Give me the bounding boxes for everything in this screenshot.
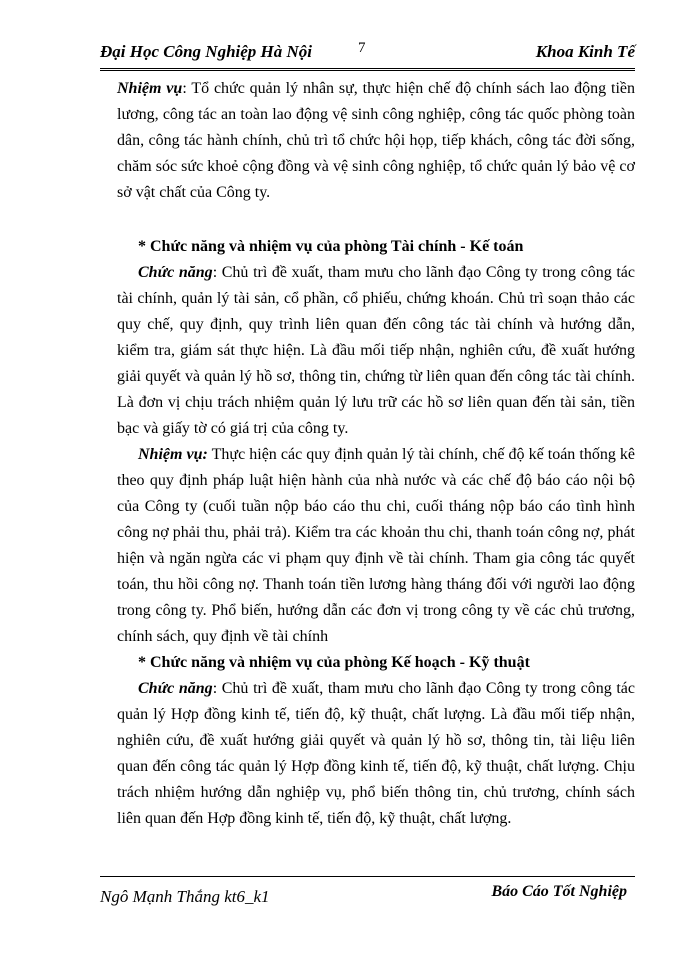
page-header [100,40,635,71]
paragraph-lead: Chức năng [138,680,213,697]
footer-author: Ngô Mạnh Thắng kt6_k1 [100,887,270,906]
finance-function-paragraph [117,260,635,442]
paragraph-text: : Chủ trì đề xuất, tham mưu cho lãnh đạo Công ty trong công tác tài chính, quản lý tài sản, cổ phần, cổ phiếu, chứng khoán. Chủ trì soạn thảo các quy chế, quy định, quy trình liên quan đến công tác tài chính và hướng dẫn, kiểm tra, giám sát thực hiện. Là đầu mối tiếp nhận, nghiên cứu, đề xuất hướng giải quyết và quản lý hồ sơ, thông tin, chứng từ liên quan đến công tác tài chính. Là đơn vị chịu trách nhiệm quản lý lưu trữ các hồ sơ liên quan đến tài sản, tiền bạc và giấy tờ có giá trị của công ty. [117,264,635,437]
section-heading-finance: * Chức năng và nhiệm vụ của phòng Tài chính - Kế toán [138,238,524,255]
section-heading-planning: * Chức năng và nhiệm vụ của phòng Kế hoạch - Kỹ thuật [138,654,530,671]
paragraph-lead: Chức năng [138,264,213,281]
paragraph-lead: Nhiệm vụ: [138,446,208,463]
page-number: 7 [358,40,366,56]
header-faculty: Khoa Kinh Tế [535,42,635,61]
paragraph-text: Thực hiện các quy định quản lý tài chính, chế độ kế toán thống kê theo quy định pháp luật hiện hành của nhà nước và các chế độ báo cáo nội bộ của Công ty (cuối tuần nộp báo cáo thu chi, cuối tháng nộp báo cáo tình hình công nợ phải thu, phải trả). Kiểm tra các khoản thu chi, thanh toán công nợ, phát hiện và ngăn ngừa các vi phạm quy định về tài chính. Tham gia công tác quyết toán, thu hồi công nợ. Thanh toán tiền lương hàng tháng đối với người lao động trong công ty. Phổ biến, hướng dẫn các đơn vị trong công ty về các chủ trương, chính sách, quy định về tài chính [117,446,635,645]
spacer [117,206,635,234]
header-university: Đại Học Công Nghiệp Hà Nội [100,42,313,61]
paragraph-text: : Tổ chức quản lý nhân sự, thực hiện chế độ chính sách lao động tiền lương, công tác an toàn lao động vệ sinh công nghiệp, công tác quốc phòng toàn dân, công tác hành chính, chủ trì tổ chức hội họp, tiếp khách, công tác đời sống, chăm sóc sức khoẻ cộng đồng và vệ sinh công nghiệp, tổ chức quản lý bảo vệ cơ sở vật chất của Công ty. [117,80,635,201]
paragraph-lead: Nhiệm vụ [117,80,183,97]
page-footer [100,876,635,907]
planning-function-paragraph [117,676,635,832]
footer-report-title: Báo Cáo Tốt Nghiệp [491,883,627,900]
paragraph-text: : Chủ trì đề xuất, tham mưu cho lãnh đạo Công ty trong công tác quản lý Hợp đồng kinh tế, tiến độ, kỹ thuật, chất lượng. Là đầu mối tiếp nhận, nghiên cứu, đề xuất hướng giải quyết và quản lý hồ sơ, thông tin, tài liệu liên quan đến công tác quản lý Hợp đồng kinh tế, tiến độ, kỹ thuật, chất lượng. Chịu trách nhiệm hướng dẫn nghiệp vụ, phổ biến thông tin, chủ trương, chính sách liên quan đến Hợp đồng kinh tế, tiến độ, kỹ thuật, chất lượng. [117,680,635,827]
finance-duties-paragraph [117,442,635,650]
hr-duties-paragraph [117,76,635,206]
document-body [117,76,635,832]
